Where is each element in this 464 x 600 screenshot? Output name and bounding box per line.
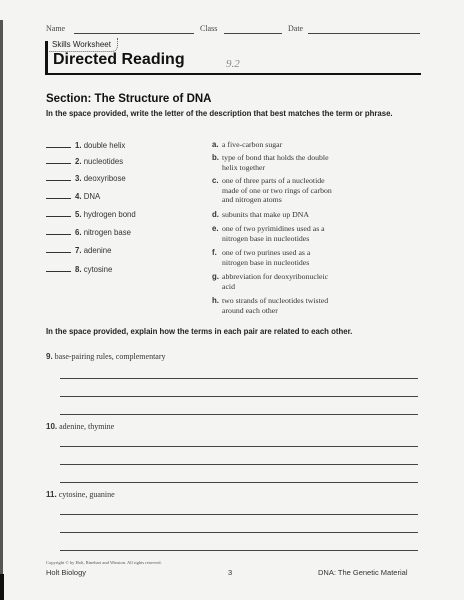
definition-item: b. type of bond that holds the double helix together [212, 153, 329, 172]
definition-item: d. subunits that make up DNA [212, 210, 310, 219]
term-item: 6. nitrogen base [46, 228, 131, 237]
term-item: 2. nucleotides [46, 157, 123, 166]
name-field-line [74, 33, 194, 34]
explain-instructions: In the space provided, explain how the terms in each pair are related to each other. [46, 327, 353, 336]
skills-worksheet-label: Skills Worksheet [52, 40, 111, 49]
page-number: 3 [228, 568, 233, 577]
term-item: 5. hydrogen bond [46, 210, 136, 219]
definition-item: e. one of two pyrimidines used as a nitrogen base in nucleotides [212, 224, 325, 243]
term-item: 7. adenine [46, 246, 111, 255]
answer-blank[interactable] [46, 216, 71, 217]
page-edge-shadow [0, 20, 3, 580]
date-field-line [308, 33, 420, 34]
matching-instructions: In the space provided, write the letter of the description that best matches the term or phrase. [46, 109, 393, 118]
definition-item: c. one of three parts of a nucleotide made of one or two rings of carbon and nitrogen atoms [212, 176, 332, 204]
term-item: 8. cytosine [46, 265, 112, 274]
definition-item: g. abbreviation for deoxyribonucleic acid [212, 272, 329, 291]
question-item: 9. base-pairing rules, complementary [46, 352, 166, 361]
class-field-line [224, 33, 282, 34]
answer-line[interactable] [60, 550, 418, 551]
term-item: 3. deoxyribose [46, 174, 126, 183]
question-item: 11. cytosine, guanine [46, 490, 115, 499]
page-edge-shadow-bottom [0, 574, 4, 600]
term-item: 4. DNA [46, 192, 100, 201]
banner-vertical-rule [45, 41, 48, 73]
banner-horizontal-rule [45, 73, 421, 75]
answer-line[interactable] [60, 482, 418, 483]
answer-line[interactable] [60, 446, 418, 447]
answer-blank[interactable] [46, 180, 71, 181]
answer-line[interactable] [60, 514, 418, 515]
definition-item: h. two strands of nucleotides twisted around each other [212, 296, 329, 315]
chapter-title: DNA: The Genetic Material [318, 568, 408, 577]
answer-blank[interactable] [46, 234, 71, 235]
definition-item: a. a five-carbon sugar [212, 140, 283, 149]
term-item: 1. double helix [46, 141, 125, 150]
answer-blank[interactable] [46, 163, 71, 164]
answer-line[interactable] [60, 414, 418, 415]
definition-item: f. one of two purines used as a nitrogen base in nucleotides [212, 248, 311, 267]
name-label: Name [46, 24, 66, 33]
answer-line[interactable] [60, 378, 418, 379]
answer-line[interactable] [60, 464, 418, 465]
answer-line[interactable] [60, 396, 418, 397]
answer-line[interactable] [60, 532, 418, 533]
date-label: Date [288, 24, 304, 33]
copyright-notice: Copyright © by Holt, Rinehart and Winston. All rights reserved. [46, 560, 162, 565]
answer-blank[interactable] [46, 198, 71, 199]
page-title: Directed Reading [53, 51, 185, 68]
handwritten-note: 9.2 [226, 58, 240, 70]
book-title: Holt Biology [46, 568, 87, 577]
section-title: Section: The Structure of DNA [46, 93, 212, 105]
question-item: 10. adenine, thymine [46, 422, 115, 431]
answer-blank[interactable] [46, 147, 71, 148]
answer-blank[interactable] [46, 252, 71, 253]
answer-blank[interactable] [46, 271, 71, 272]
class-label: Class [200, 24, 218, 33]
